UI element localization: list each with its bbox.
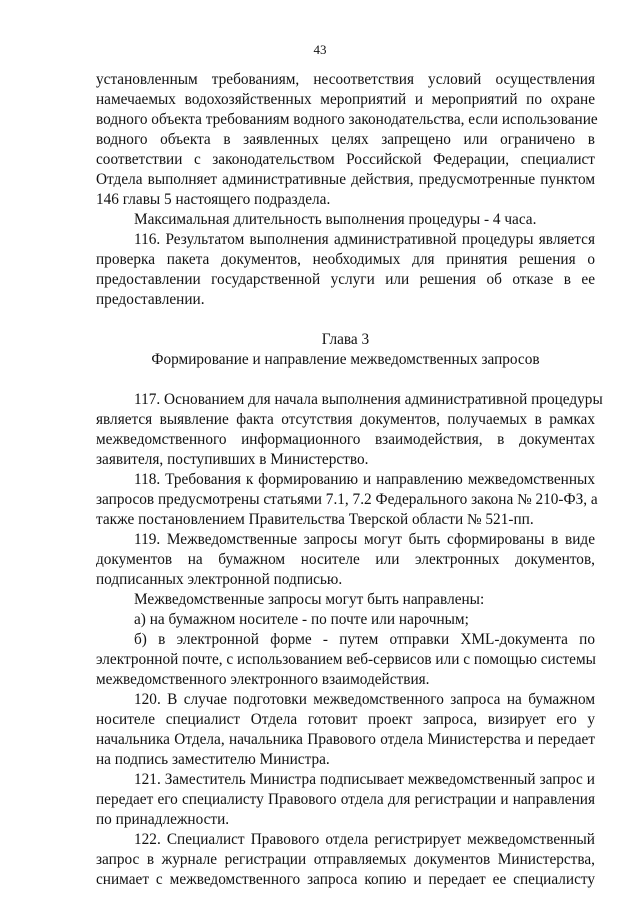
text-line: межведомственного информационного взаимодействия, в документах [96, 431, 595, 448]
text-line: носителе специалист Отдела готовит проект запроса, визирует его у [96, 711, 595, 728]
chapter-title: Формирование и направление межведомственных запросов [151, 351, 540, 368]
text-line: соответствии с законодательством Российской Федерации, специалист [96, 151, 595, 168]
text-line: является выявление факта отсутствия документов, получаемых в рамках [96, 411, 595, 428]
text-line: также постановлением Правительства Тверской области № 521-пп. [96, 511, 534, 528]
text-line: Максимальная длительность выполнения процедуры - 4 часа. [134, 211, 537, 228]
text-line: документов на бумажном носителе или электронных документов, [96, 551, 595, 568]
chapter-number: Глава 3 [321, 331, 370, 348]
text-line: водного объекта требованиям водного законодательства, если использование [96, 111, 598, 128]
text-line: 118. Требования к формированию и направлению межведомственных [134, 471, 595, 488]
text-line: б) в электронной форме - путем отправки XML-документа по [134, 631, 595, 648]
text-line: запросов предусмотрены статьями 7.1, 7.2 Федерального закона № 210-ФЗ, а [96, 491, 598, 508]
text-line: предоставлении. [96, 291, 205, 308]
text-line: на подпись заместителю Министра. [96, 751, 330, 768]
text-line: передает его специалисту Правового отдела для регистрации и направления [96, 791, 595, 808]
text-line: проверка пакета документов, необходимых для принятия решения о [96, 251, 595, 268]
text-line: водного объекта в заявленных целях запрещено или ограничено в [96, 131, 595, 148]
text-line: намечаемых водохозяйственных мероприятий и мероприятий по охране [96, 91, 595, 108]
text-line: межведомственного электронного взаимодействия. [96, 671, 430, 688]
text-line: установленным требованиям, несоответствия условий осуществления [96, 71, 595, 88]
text-line: 121. Заместитель Министра подписывает межведомственный запрос и [134, 771, 595, 788]
page-number: 43 [313, 42, 327, 57]
text-line: 120. В случае подготовки межведомственного запроса на бумажном [134, 691, 595, 708]
text-line: 146 главы 5 настоящего подраздела. [96, 191, 331, 208]
text-line: предоставлении государственной услуги или решения об отказе в ее [96, 271, 595, 288]
text-line: Межведомственные запросы могут быть направлены: [134, 591, 485, 608]
text-line: снимает с межведомственного запроса копию и передает ее специалисту [96, 871, 595, 888]
text-line: Отдела выполняет административные действия, предусмотренные пунктом [96, 171, 595, 188]
text-line: начальника Отдела, начальника Правового отдела Министерства и передает [96, 731, 595, 748]
text-line: 117. Основанием для начала выполнения административной процедуры [134, 391, 603, 408]
text-line: а) на бумажном носителе - по почте или нарочным; [134, 611, 469, 628]
text-line: электронной почте, с использованием веб-сервисов или с помощью системы [96, 651, 596, 668]
text-line: по принадлежности. [96, 811, 230, 828]
text-line: подписанных электронной подписью. [96, 571, 343, 588]
text-line: 116. Результатом выполнения административной процедуры является [134, 231, 595, 248]
text-line: 119. Межведомственные запросы могут быть сформированы в виде [134, 531, 595, 548]
text-line: заявителя, поступивших в Министерство. [96, 451, 369, 468]
text-line: 122. Специалист Правового отдела регистрирует межведомственный [134, 831, 595, 848]
text-line: запрос в журнале регистрации отправляемых документов Министерства, [96, 851, 595, 868]
